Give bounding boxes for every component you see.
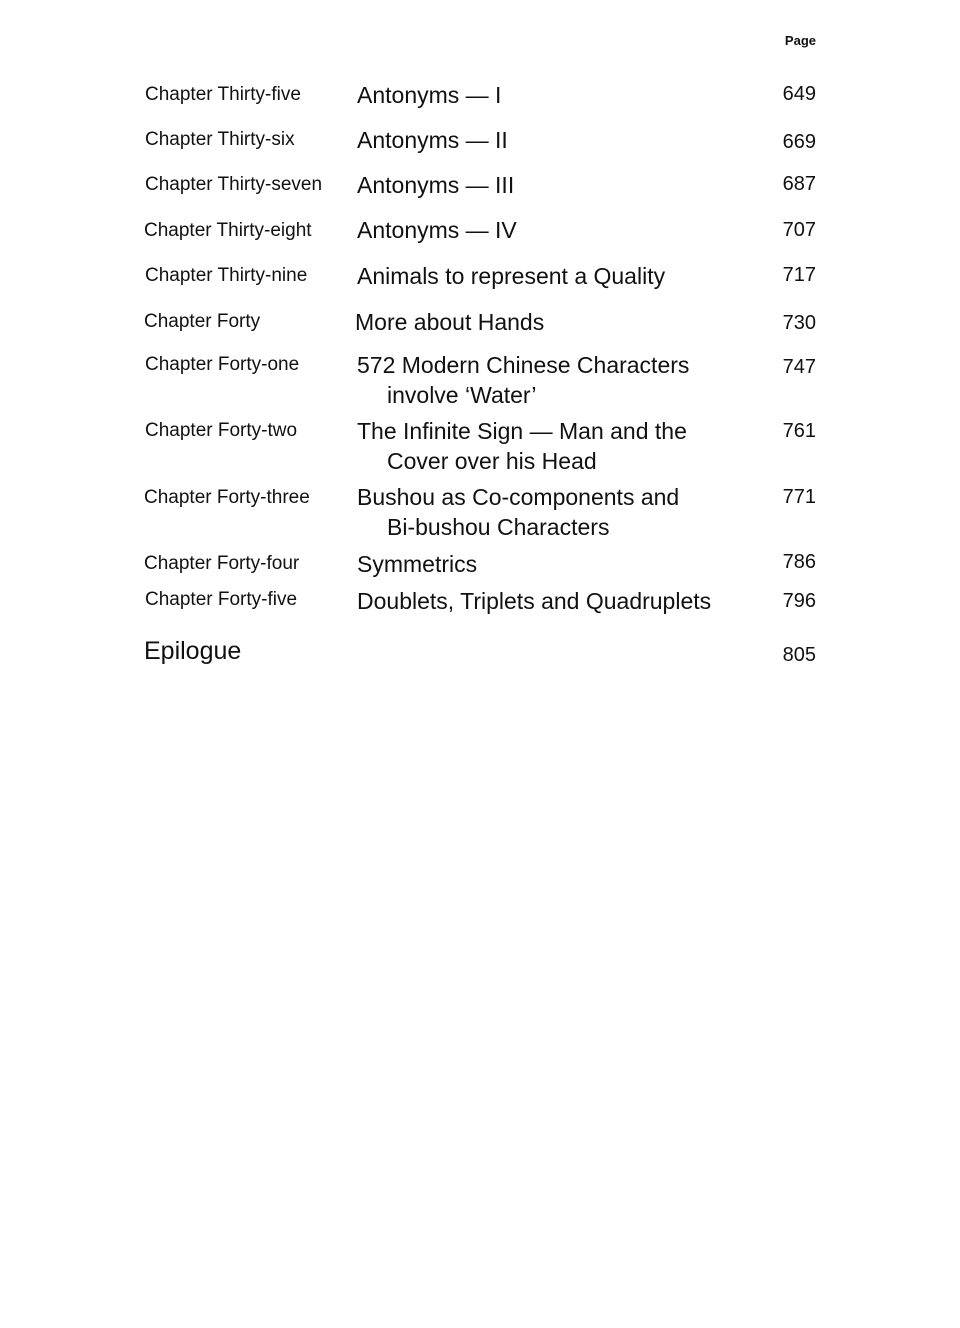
chapter-number: Chapter Thirty-six bbox=[145, 129, 295, 150]
page-number: 669 bbox=[782, 131, 816, 153]
page-number: 761 bbox=[782, 420, 816, 442]
chapter-title: More about Hands bbox=[355, 309, 545, 335]
chapter-number: Chapter Forty-five bbox=[145, 589, 298, 610]
chapter-title: Doublets, Triplets and Quadruplets bbox=[357, 588, 712, 614]
chapter-title: 572 Modern Chinese Characters involve ‘Water’ bbox=[357, 352, 690, 408]
chapter-title: Antonyms — I bbox=[357, 82, 502, 108]
chapter-title: Bushou as Co-components and Bi-bushou Characters bbox=[357, 484, 680, 540]
chapter-number: Chapter Forty-two bbox=[145, 420, 298, 441]
page-number: 805 bbox=[782, 644, 816, 666]
chapter-number: Chapter Thirty-five bbox=[145, 84, 301, 105]
page-number: 707 bbox=[782, 219, 816, 241]
page-number: 730 bbox=[782, 312, 816, 334]
page-number: 786 bbox=[782, 551, 816, 573]
page-number: 687 bbox=[782, 173, 816, 195]
chapter-title: Antonyms — IV bbox=[357, 217, 517, 243]
page-number: 771 bbox=[782, 486, 816, 508]
page-number: 796 bbox=[782, 590, 816, 612]
chapter-number: Chapter Thirty-eight bbox=[144, 220, 312, 241]
chapter-number: Chapter Thirty-nine bbox=[145, 265, 308, 286]
chapter-number: Chapter Forty bbox=[144, 311, 261, 332]
chapter-title: Symmetrics bbox=[357, 551, 478, 577]
chapter-number: Chapter Forty-three bbox=[144, 487, 310, 508]
page-column-label: Page bbox=[784, 33, 816, 48]
page-number: 717 bbox=[782, 264, 816, 286]
chapter-number: Chapter Thirty-seven bbox=[145, 174, 323, 195]
chapter-title: Animals to represent a Quality bbox=[357, 263, 666, 289]
chapter-title: The Infinite Sign — Man and the Cover over his Head bbox=[357, 418, 687, 474]
epilogue-title: Epilogue bbox=[144, 637, 242, 665]
page-number: 747 bbox=[782, 356, 816, 378]
chapter-title: Antonyms — III bbox=[357, 172, 515, 198]
chapter-title: Antonyms — II bbox=[357, 127, 508, 153]
page-number: 649 bbox=[782, 83, 816, 105]
chapter-number: Chapter Forty-four bbox=[144, 553, 300, 574]
chapter-number: Chapter Forty-one bbox=[145, 354, 300, 375]
